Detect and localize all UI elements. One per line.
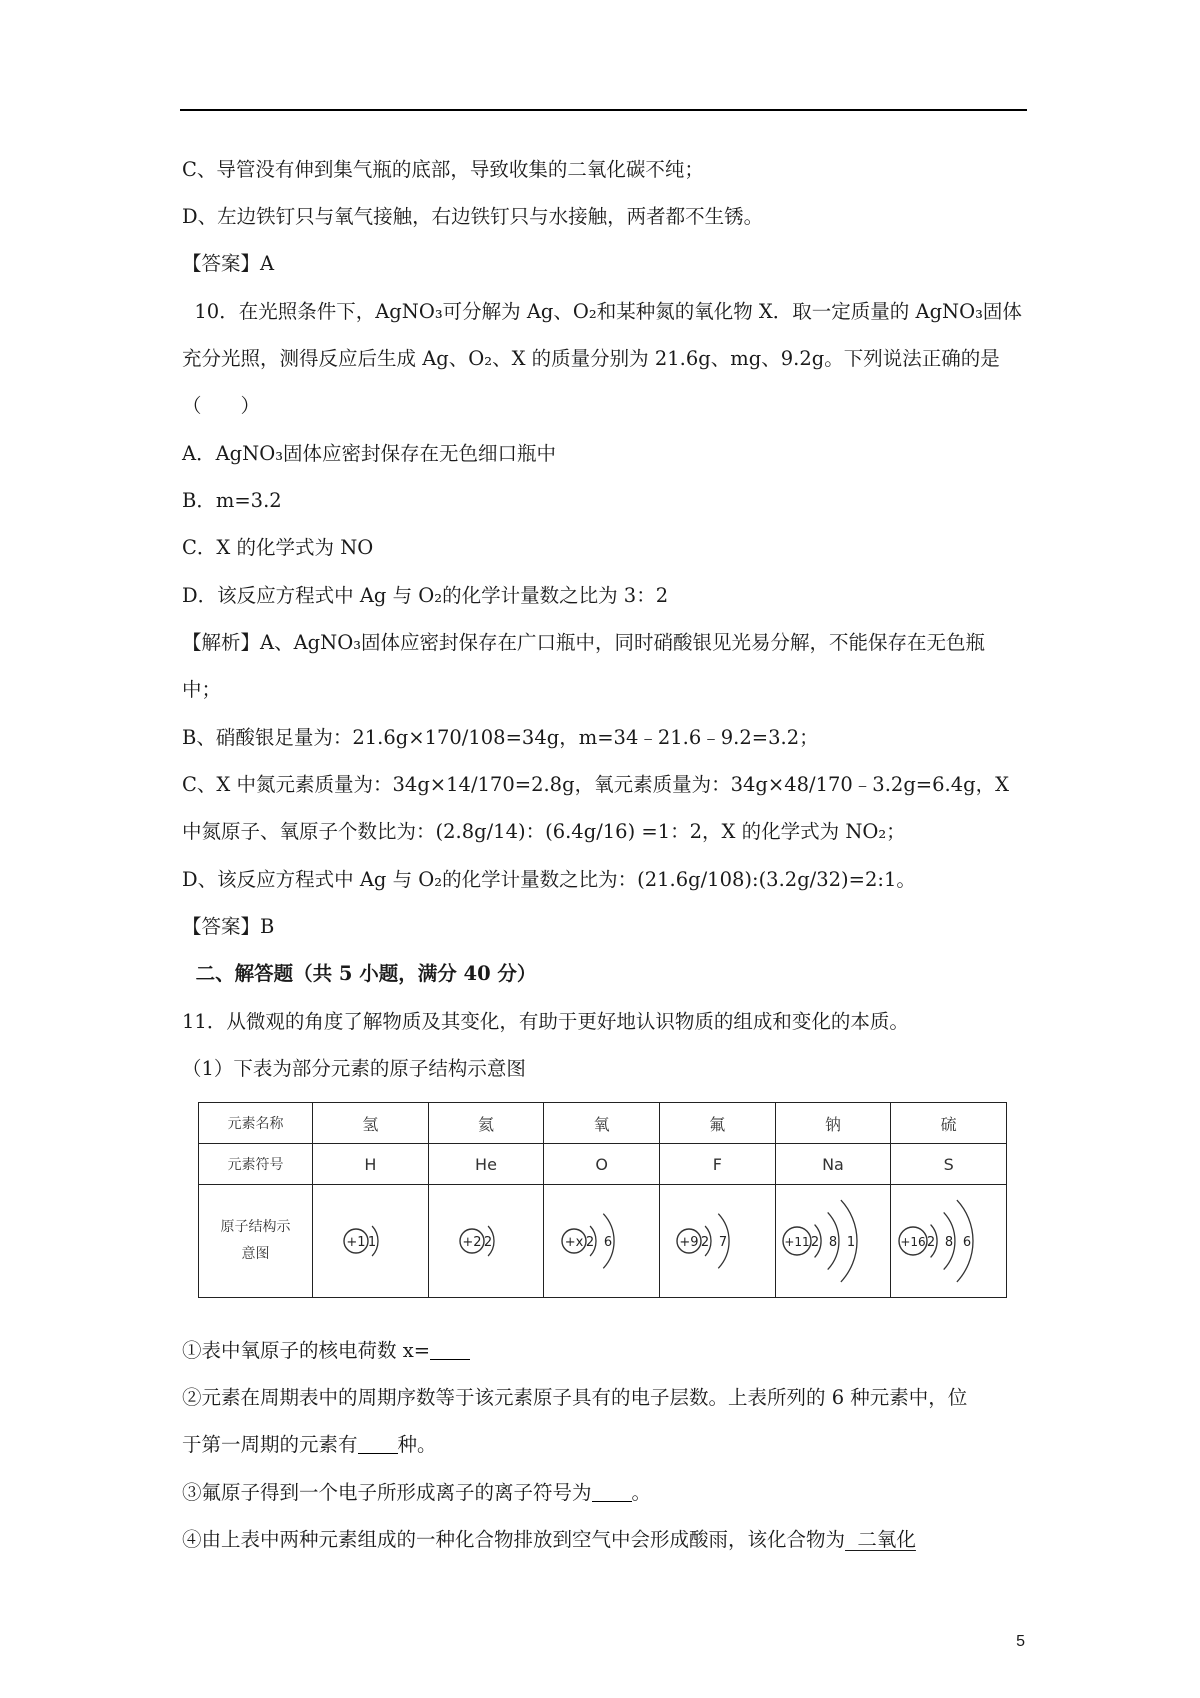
element-name-cell: 氟 [659, 1103, 775, 1144]
element-symbol-row [199, 1144, 1007, 1185]
element-name-cell: 氢 [313, 1103, 429, 1144]
element-symbol-cell: H [313, 1144, 429, 1185]
shell-electron-count: 1 [368, 1235, 377, 1250]
atomic-diagram-cell [891, 1185, 1007, 1298]
analysis-line-5: 中氮原子、氧原子个数比为：(2.8g/14)：(6.4g/16) =1：2，X 的化学式为 NO₂； [182, 820, 906, 843]
header-rule [180, 109, 1027, 111]
analysis-line-3: B、硝酸银足量为：21.6g×170/108=34g，m=34﹣21.6﹣9.2=3.2； [182, 726, 819, 749]
question-11-part-1: （1）下表为部分元素的原子结构示意图 [182, 1057, 526, 1080]
page-number: 5 [1016, 1633, 1025, 1650]
question-10-option-b: B．m=3.2 [182, 489, 282, 512]
atomic-structure-diagram [777, 1191, 889, 1291]
question-10-option-c: C．X 的化学式为 NO [182, 536, 374, 559]
sub-question-3-text: ③氟原子得到一个电子所形成离子的离子符号为 [182, 1481, 592, 1504]
element-name-cell: 钠 [775, 1103, 891, 1144]
atomic-structure-diagram [430, 1191, 542, 1291]
question-10-option-a: A．AgNO₃固体应密封保存在无色细口瓶中 [182, 442, 557, 465]
answer-blank[interactable] [430, 1339, 470, 1360]
sub-question-4-answer: 二氧化 [845, 1528, 916, 1551]
atomic-diagram-cell [775, 1185, 891, 1298]
atomic-diagram-cell [659, 1185, 775, 1298]
sub-question-2-line-2 [182, 1431, 437, 1459]
atomic-structure-diagram [893, 1191, 1005, 1291]
sub-question-3-suffix: 。 [631, 1481, 652, 1504]
element-symbol-cell: S [891, 1144, 1007, 1185]
nuclear-charge-label: +1 [346, 1235, 366, 1250]
atomic-diagram-cell [544, 1185, 660, 1298]
element-symbol-cell: O [544, 1144, 660, 1185]
atomic-diagram-row [199, 1185, 1007, 1298]
question-10-option-d: D．该反应方程式中 Ag 与 O₂的化学计量数之比为 3：2 [182, 584, 669, 607]
analysis-line-1: 【解析】A、AgNO₃固体应密封保存在广口瓶中，同时硝酸银见光易分解，不能保存在无色瓶 [182, 631, 986, 654]
shell-electron-count: 2 [483, 1235, 493, 1250]
sub-question-2-suffix: 种。 [397, 1433, 437, 1456]
analysis-line-4: C、X 中氮元素质量为：34g×14/170=2.8g，氧元素质量为：34g×48/170﹣3.2g=6.4g，X [182, 773, 1010, 796]
answer-9: 【答案】A [182, 252, 275, 275]
question-10-line-2: 充分光照，测得反应后生成 Ag、O₂、X 的质量分别为 21.6g、mg、9.2g。下列说法正确的是 [182, 347, 1000, 370]
nuclear-charge-label: +x [564, 1235, 583, 1250]
answer-blank[interactable] [358, 1433, 398, 1454]
element-symbol-cell: F [659, 1144, 775, 1185]
atomic-structure-diagram [661, 1191, 773, 1291]
element-name-cell: 氧 [544, 1103, 660, 1144]
shell-electron-count: 6 [603, 1235, 612, 1250]
shell-electron-count: 8 [944, 1235, 953, 1250]
question-11: 11．从微观的角度了解物质及其变化，有助于更好地认识物质的组成和变化的本质。 [182, 1010, 909, 1033]
nuclear-charge-label: +16 [899, 1235, 926, 1249]
element-name-row [199, 1103, 1007, 1144]
shell-electron-count: 2 [810, 1235, 820, 1250]
element-symbol-cell: He [428, 1144, 544, 1185]
analysis-line-2: 中； [182, 678, 222, 701]
atomic-diagram-cell [428, 1185, 544, 1298]
shell-electron-count: 7 [719, 1235, 728, 1250]
atomic-diagram-header-line-2: 意图 [241, 1246, 270, 1262]
question-10-line-1: 10．在光照条件下，AgNO₃可分解为 Ag、O₂和某种氮的氧化物 X．取一定质量的 AgNO₃固体 [182, 300, 1022, 323]
sub-question-4 [182, 1526, 916, 1554]
answer-10: 【答案】B [182, 915, 275, 938]
atomic-diagram-header [199, 1185, 313, 1298]
shell-electron-count: 2 [585, 1235, 594, 1250]
section-2-heading: 二、解答题（共 5 小题，满分 40 分） [182, 962, 537, 985]
atomic-diagram-cell [313, 1185, 429, 1298]
option-c-text: C、导管没有伸到集气瓶的底部，导致收集的二氧化碳不纯； [182, 158, 704, 181]
atomic-structure-diagram [314, 1191, 426, 1291]
atomic-structure-diagram [546, 1191, 658, 1291]
shell-electron-count: 1 [846, 1235, 856, 1250]
analysis-line-6: D、该反应方程式中 Ag 与 O₂的化学计量数之比为：(21.6g/108):(3.2g/32)=2:1。 [182, 868, 916, 891]
sub-question-2-text: 于第一周期的元素有 [182, 1433, 358, 1456]
element-symbol-header: 元素符号 [199, 1144, 313, 1185]
option-d-text: D、左边铁钉只与氧气接触，右边铁钉只与水接触，两者都不生锈。 [182, 205, 764, 228]
nuclear-charge-label: +2 [462, 1235, 482, 1250]
sub-question-2-line-1: ②元素在周期表中的周期序数等于该元素原子具有的电子层数。上表所列的 6 种元素中，位 [182, 1386, 968, 1409]
nuclear-charge-label: +9 [679, 1235, 699, 1250]
element-name-cell: 硫 [891, 1103, 1007, 1144]
atomic-diagram-header-line-1: 原子结构示 [220, 1219, 291, 1235]
nuclear-charge-label: +11 [784, 1235, 810, 1249]
question-10-line-3: （ ） [182, 394, 261, 417]
shell-electron-count: 8 [828, 1235, 838, 1250]
shell-electron-count: 6 [962, 1235, 971, 1250]
sub-question-4-text: ④由上表中两种元素组成的一种化合物排放到空气中会形成酸雨，该化合物为 [182, 1528, 846, 1551]
atomic-structure-table [198, 1102, 1007, 1298]
sub-question-3 [182, 1479, 651, 1507]
shell-electron-count: 2 [701, 1235, 710, 1250]
element-name-header: 元素名称 [199, 1103, 313, 1144]
element-symbol-cell: Na [775, 1144, 891, 1185]
sub-question-1 [182, 1337, 470, 1365]
answer-blank[interactable] [592, 1481, 632, 1502]
shell-electron-count: 2 [926, 1235, 935, 1250]
sub-question-1-text: ①表中氧原子的核电荷数 x= [182, 1339, 431, 1362]
element-name-cell: 氦 [428, 1103, 544, 1144]
